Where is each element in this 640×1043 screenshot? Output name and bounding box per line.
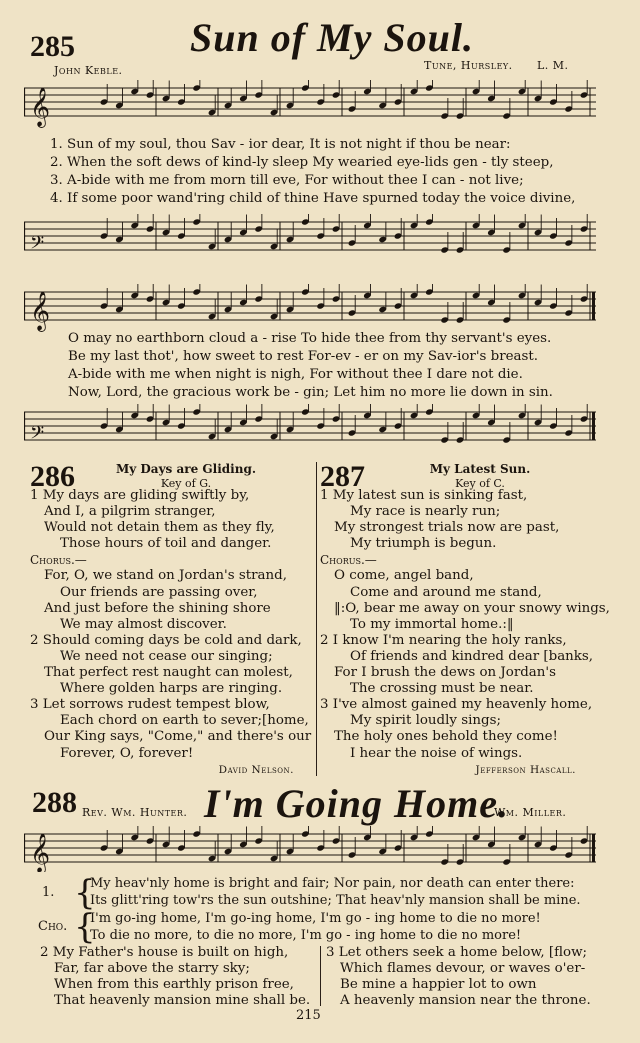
verse-line: To die no more, to die no more, I'm go - ing home to die no more! xyxy=(90,928,522,943)
verse-line: Far, far above the starry sky; xyxy=(54,961,250,977)
verse-line: Come and around me stand, xyxy=(350,584,542,600)
bass-staff-2 xyxy=(24,404,596,454)
verse-line: Be my last thot', how sweet to rest For-ev - er on my Sav-ior's breast. xyxy=(68,349,539,364)
hymn-287-key: Key of C. xyxy=(455,477,505,490)
verse-line: A-bide with me when night is nigh, For without thee I dare not die. xyxy=(68,367,523,382)
column-divider xyxy=(316,462,317,776)
verse-line: Of friends and kindred dear [banks, xyxy=(350,648,594,664)
verse-line: Where golden harps are ringing. xyxy=(60,681,283,697)
verse-line: For I brush the dews on Jordan's xyxy=(334,665,556,681)
verse-line: 3 Let others seek a home below, [flow; xyxy=(326,945,588,960)
verse-line: 2 I know I'm nearing the holy ranks, xyxy=(320,632,567,648)
verse-line: My strongest trials now are past, xyxy=(334,520,560,536)
verse-line: To my immortal home.:‖ xyxy=(350,616,514,632)
hymn-288-chorus xyxy=(90,910,541,944)
verse-line: That perfect rest naught can molest, xyxy=(44,665,293,681)
verse-line: 2 Should coming days be cold and dark, xyxy=(30,632,302,648)
treble-staff-1 xyxy=(24,80,596,130)
verse-line: The crossing must be near. xyxy=(350,681,534,697)
hymn-286-text xyxy=(30,488,311,762)
verse-line: 3 I've almost gained my heavenly home, xyxy=(320,697,593,713)
hymn-288-composer: Wm. Miller. xyxy=(494,806,567,819)
bass-staff-1 xyxy=(24,214,596,264)
verse-line: Would not detain them as they fly, xyxy=(44,520,275,536)
verse-line: Forever, O, forever! xyxy=(60,745,194,761)
verse-line: Our King says, "Come," and there's our xyxy=(44,729,312,745)
hymn-285-title: Sun of My Soul. xyxy=(190,15,474,60)
verse-1-number: 1. xyxy=(42,885,55,900)
hymn-287-number: 287 xyxy=(320,460,365,493)
treble-staff-2 xyxy=(24,284,596,334)
verse-line: 2. When the soft dews of kind-ly sleep My wearied eye-lids gen - tly steep, xyxy=(50,155,554,170)
verse-line: I hear the noise of wings. xyxy=(350,745,523,761)
hymn-285-meter: L. M. xyxy=(537,59,569,72)
verse-line: My race is nearly run; xyxy=(350,504,501,520)
hymn-286-title: My Days are Gliding. xyxy=(115,462,257,476)
verse-line: 4. If some poor wand'ring child of thine Have spurned today the voice divine, xyxy=(50,191,576,206)
svg-text:𝄢: 𝄢 xyxy=(30,233,45,258)
chorus-label: Chorus.— xyxy=(320,553,377,568)
verse-line: When from this earthly prison free, xyxy=(54,977,294,993)
verse-line: We need not cease our singing; xyxy=(60,648,273,664)
verse-line: The holy ones behold they come! xyxy=(334,729,558,745)
verse-line: A heavenly mansion near the throne. xyxy=(340,993,591,1009)
verse-line: Our friends are passing over, xyxy=(60,584,258,600)
hymn-288-author: Rev. Wm. Hunter. xyxy=(82,806,188,819)
verse-line: 3. A-bide with me from morn till eve, For without thee I can - not live; xyxy=(50,173,524,188)
hymn-285-system1-lyrics xyxy=(50,136,575,208)
hymn-288-title: I'm Going Home. xyxy=(204,781,510,826)
verse-line: And I, a pilgrim stranger, xyxy=(44,504,216,520)
verse-line: O may no earthborn cloud a - rise To hide thee from thy servant's eyes. xyxy=(68,331,552,346)
verse-line: We may almost discover. xyxy=(60,616,227,632)
verse-line: Each chord on earth to sever;[home, xyxy=(60,713,309,729)
verse-line: Its glitt'ring tow'rs the sun outshine; That heav'nly mansion shall be mine. xyxy=(90,893,581,908)
verse-line: I'm go-ing home, I'm go-ing home, I'm go - ing home to die no more! xyxy=(90,911,541,926)
page-number: 215 xyxy=(296,1008,321,1023)
verse-line: My triumph is begun. xyxy=(350,536,497,552)
svg-text:𝄞: 𝄞 xyxy=(30,291,51,331)
hymn-288-verse1 xyxy=(90,875,581,909)
verse-line: 1 My latest sun is sinking fast, xyxy=(320,488,528,503)
hymn-285-author: John Keble. xyxy=(54,64,123,77)
svg-text:𝄞: 𝄞 xyxy=(30,833,51,872)
treble-staff-3 xyxy=(24,826,596,872)
hymn-286-signature: David Nelson. xyxy=(218,764,294,776)
verse-line: Which flames devour, or waves o'er- xyxy=(340,961,586,977)
svg-text:𝄢: 𝄢 xyxy=(30,423,45,448)
verse-line: O come, angel band, xyxy=(334,568,474,584)
hymn-285-number: 285 xyxy=(30,30,75,63)
verse-1-brace: { xyxy=(74,873,96,913)
chorus-brace: { xyxy=(74,907,96,947)
verse-line: 2 My Father's house is built on high, xyxy=(40,945,289,960)
chorus-label: Cho. xyxy=(38,919,68,934)
verse-line: My heav'nly home is bright and fair; Nor pain, nor death can enter there: xyxy=(90,876,575,891)
verse-line: Now, Lord, the gracious work be - gin; Let him no more lie down in sin. xyxy=(68,385,553,400)
svg-text:𝄞: 𝄞 xyxy=(30,87,51,127)
hymn-287-text xyxy=(320,488,610,762)
hymn-288-verse2 xyxy=(40,945,310,1009)
verse-line: That heavenly mansion mine shall be. xyxy=(54,993,311,1009)
verse-line: For, O, we stand on Jordan's strand, xyxy=(44,568,287,584)
verse-line: And just before the shining shore xyxy=(44,600,271,616)
hymn-285-system2-lyrics xyxy=(68,330,553,402)
hymn-287-signature: Jefferson Hascall. xyxy=(475,764,576,776)
hymn-288-verse3 xyxy=(326,945,591,1009)
verse-line: 3 Let sorrows rudest tempest blow, xyxy=(30,697,270,713)
column-divider xyxy=(320,946,321,1006)
verse-line: My spirit loudly sings; xyxy=(350,713,501,729)
verse-line: ‖:O, bear me away on your snowy wings, xyxy=(334,600,610,616)
hymn-287-title: My Latest Sun. xyxy=(429,462,531,476)
chorus-label: Chorus.— xyxy=(30,553,87,568)
verse-line: Be mine a happier lot to own xyxy=(340,977,537,993)
verse-line: Those hours of toil and danger. xyxy=(60,536,272,552)
hymn-288-number: 288 xyxy=(32,786,77,819)
verse-line: 1. Sun of my soul, thou Sav - ior dear, It is not night if thou be near: xyxy=(50,137,511,152)
hymn-286-number: 286 xyxy=(30,460,75,493)
verse-line: 1 My days are gliding swiftly by, xyxy=(30,488,250,503)
hymn-286-key: Key of G. xyxy=(160,477,212,490)
hymn-285-tune: Tune, Hursley. xyxy=(424,59,513,72)
